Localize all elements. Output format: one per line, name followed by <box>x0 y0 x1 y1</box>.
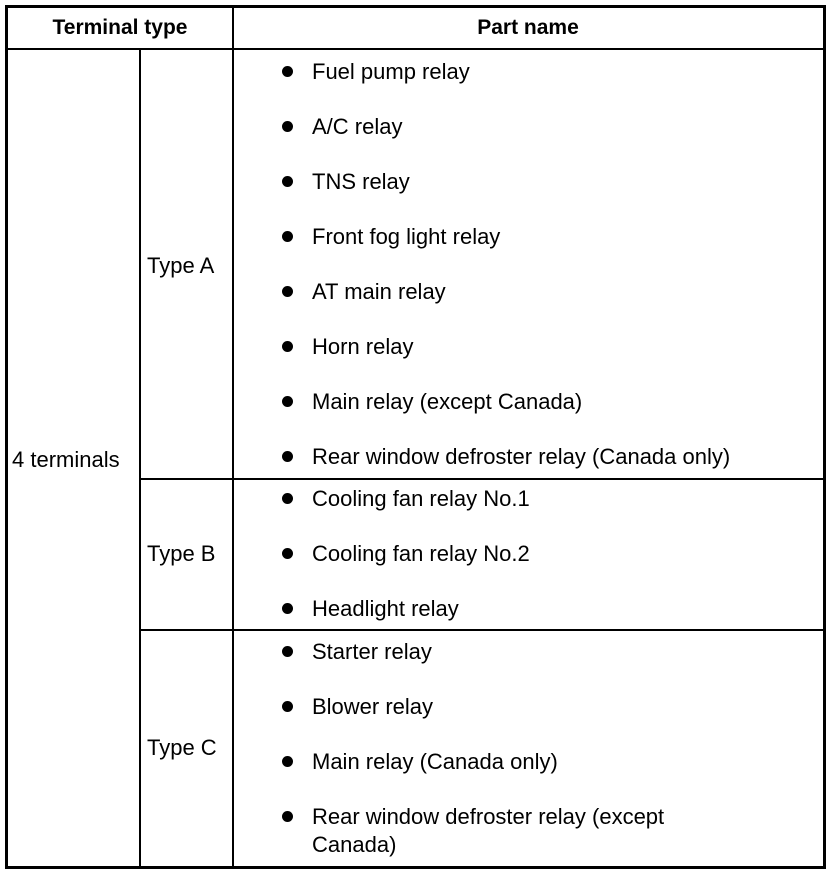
bullet-icon <box>282 701 293 712</box>
bullet-icon <box>282 396 293 407</box>
header-divider <box>8 48 823 50</box>
header-part-name: Part name <box>477 16 579 39</box>
bullet-icon <box>282 231 293 242</box>
part-name: Main relay (Canada only) <box>312 749 558 774</box>
bullet-icon <box>282 286 293 297</box>
part-name-continuation: Canada) <box>312 832 397 857</box>
terminal-count-label: 4 terminals <box>12 447 120 472</box>
part-name: Rear window defroster relay (Canada only) <box>312 444 731 469</box>
header-terminal-type: Terminal type <box>52 16 188 39</box>
part-list-item <box>282 278 446 306</box>
part-name: Cooling fan relay No.1 <box>312 486 530 511</box>
part-name: Fuel pump relay <box>312 59 470 84</box>
part-list-item <box>282 168 410 196</box>
bullet-icon <box>282 548 293 559</box>
type-b-c-divider <box>139 629 823 631</box>
part-list-item <box>282 443 730 471</box>
part-list-item <box>282 58 470 86</box>
bullet-icon <box>282 646 293 657</box>
part-name: Rear window defroster relay (except <box>312 804 665 829</box>
type-a-label: Type A <box>147 253 215 278</box>
part-name: Horn relay <box>312 334 414 359</box>
bullet-icon <box>282 603 293 614</box>
part-list-item <box>282 223 500 251</box>
part-list-item <box>282 748 558 776</box>
bullet-icon <box>282 451 293 462</box>
type-b-label: Type B <box>147 541 216 566</box>
part-name: Headlight relay <box>312 596 459 621</box>
bullet-icon <box>282 811 293 822</box>
bullet-icon <box>282 176 293 187</box>
bullet-icon <box>282 341 293 352</box>
bullet-icon <box>282 121 293 132</box>
bullet-icon <box>282 66 293 77</box>
part-list-item <box>282 485 530 513</box>
type-a-b-divider <box>139 478 823 480</box>
part-name: Starter relay <box>312 639 432 664</box>
bullet-icon <box>282 756 293 767</box>
type-c-label: Type C <box>147 735 217 760</box>
part-name: Front fog light relay <box>312 224 501 249</box>
part-name: Cooling fan relay No.2 <box>312 541 530 566</box>
part-list-item <box>282 388 582 416</box>
part-list-item <box>282 113 402 141</box>
part-list-item <box>282 803 664 859</box>
part-list-item <box>282 595 459 623</box>
bullet-icon <box>282 493 293 504</box>
part-name: Main relay (except Canada) <box>312 389 583 414</box>
part-name: Blower relay <box>312 694 434 719</box>
relay-terminal-table <box>5 5 826 869</box>
part-name: AT main relay <box>312 279 446 304</box>
terminal-column-divider <box>139 50 141 866</box>
part-list-item <box>282 638 432 666</box>
part-name: TNS relay <box>312 169 410 194</box>
part-list-item <box>282 693 433 721</box>
part-list-item <box>282 333 413 361</box>
part-name: A/C relay <box>312 114 403 139</box>
type-column-divider <box>232 50 234 866</box>
part-list-item <box>282 540 530 568</box>
